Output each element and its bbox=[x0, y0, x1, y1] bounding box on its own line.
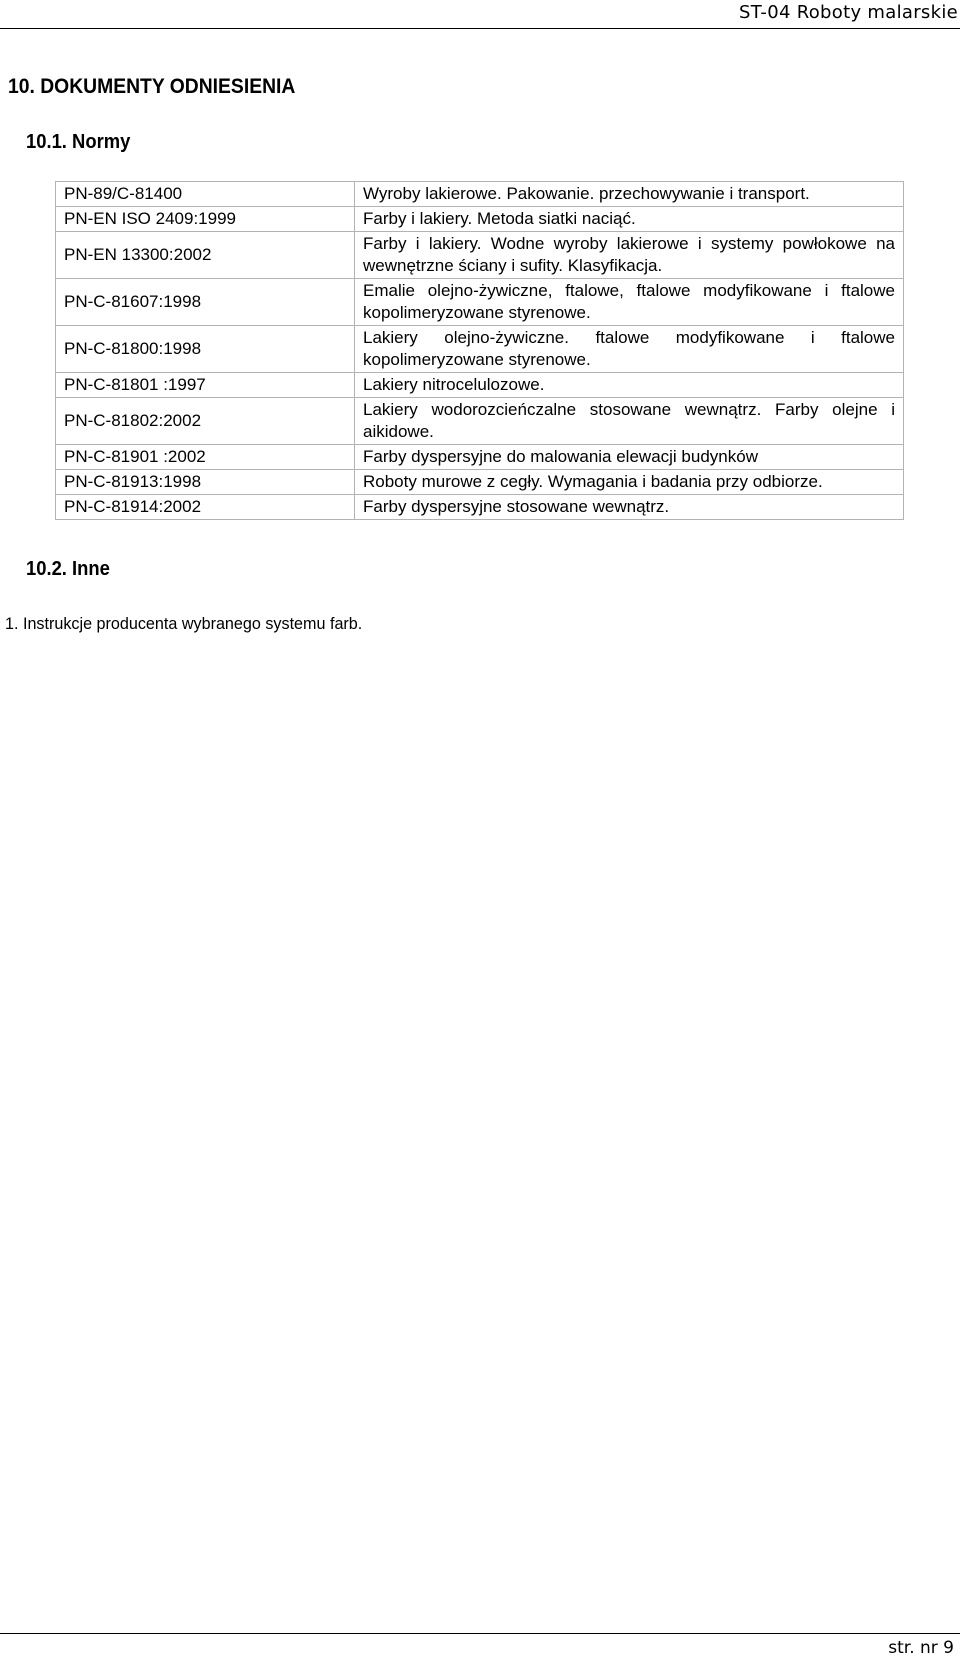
subsection-heading-other: 10.2. Inne bbox=[26, 558, 110, 580]
norm-code: PN-C-81802:2002 bbox=[56, 398, 355, 445]
table-row bbox=[56, 326, 904, 373]
norm-code: PN-C-81913:1998 bbox=[56, 470, 355, 495]
table-row bbox=[56, 445, 904, 470]
norm-description: Farby dyspersyjne stosowane wewnątrz. bbox=[355, 495, 904, 520]
norm-description: Lakiery nitrocelulozowe. bbox=[355, 373, 904, 398]
table-row bbox=[56, 470, 904, 495]
section-heading: 10. DOKUMENTY ODNIESIENIA bbox=[8, 75, 296, 98]
norm-description: Roboty murowe z cegły. Wymagania i badania przy odbiorze. bbox=[355, 470, 904, 495]
norm-code: PN-C-81914:2002 bbox=[56, 495, 355, 520]
norm-description: Farby i lakiery. Metoda siatki naciąć. bbox=[355, 207, 904, 232]
norm-code: PN-C-81607:1998 bbox=[56, 279, 355, 326]
norm-code: PN-EN ISO 2409:1999 bbox=[56, 207, 355, 232]
page-footer bbox=[0, 1633, 960, 1659]
table-row bbox=[56, 232, 904, 279]
norm-code: PN-89/C-81400 bbox=[56, 182, 355, 207]
table-row bbox=[56, 495, 904, 520]
table-row bbox=[56, 398, 904, 445]
norm-code: PN-C-81901 :2002 bbox=[56, 445, 355, 470]
norm-description: Wyroby lakierowe. Pakowanie. przechowywanie i transport. bbox=[355, 182, 904, 207]
norm-description: Emalie olejno-żywiczne, ftalowe, ftalowe modyfikowane i ftalowe kopolimeryzowane styrenowe. bbox=[355, 279, 904, 326]
norm-description: Lakiery olejno-żywiczne. ftalowe modyfikowane i ftalowe kopolimeryzowane styrenowe. bbox=[355, 326, 904, 373]
table-row bbox=[56, 373, 904, 398]
table-row bbox=[56, 207, 904, 232]
norm-code: PN-EN 13300:2002 bbox=[56, 232, 355, 279]
norm-code: PN-C-81801 :1997 bbox=[56, 373, 355, 398]
page-number: str. nr 9 bbox=[888, 1638, 954, 1658]
norm-code: PN-C-81800:1998 bbox=[56, 326, 355, 373]
norms-table bbox=[55, 181, 904, 520]
norm-description: Lakiery wodorozcieńczalne stosowane wewnątrz. Farby olejne i aikidowe. bbox=[355, 398, 904, 445]
other-list-item: 1. Instrukcje producenta wybranego systemu farb. bbox=[5, 614, 363, 633]
document-title: ST-04 Roboty malarskie bbox=[739, 2, 958, 23]
norm-description: Farby i lakiery. Wodne wyroby lakierowe i systemy powłokowe na wewnętrzne ściany i sufity. Klasyfikacja. bbox=[355, 232, 904, 279]
subsection-heading-norms: 10.1. Normy bbox=[26, 131, 131, 153]
table-row bbox=[56, 279, 904, 326]
norm-description: Farby dyspersyjne do malowania elewacji budynków bbox=[355, 445, 904, 470]
page-header bbox=[0, 0, 960, 29]
table-row bbox=[56, 182, 904, 207]
